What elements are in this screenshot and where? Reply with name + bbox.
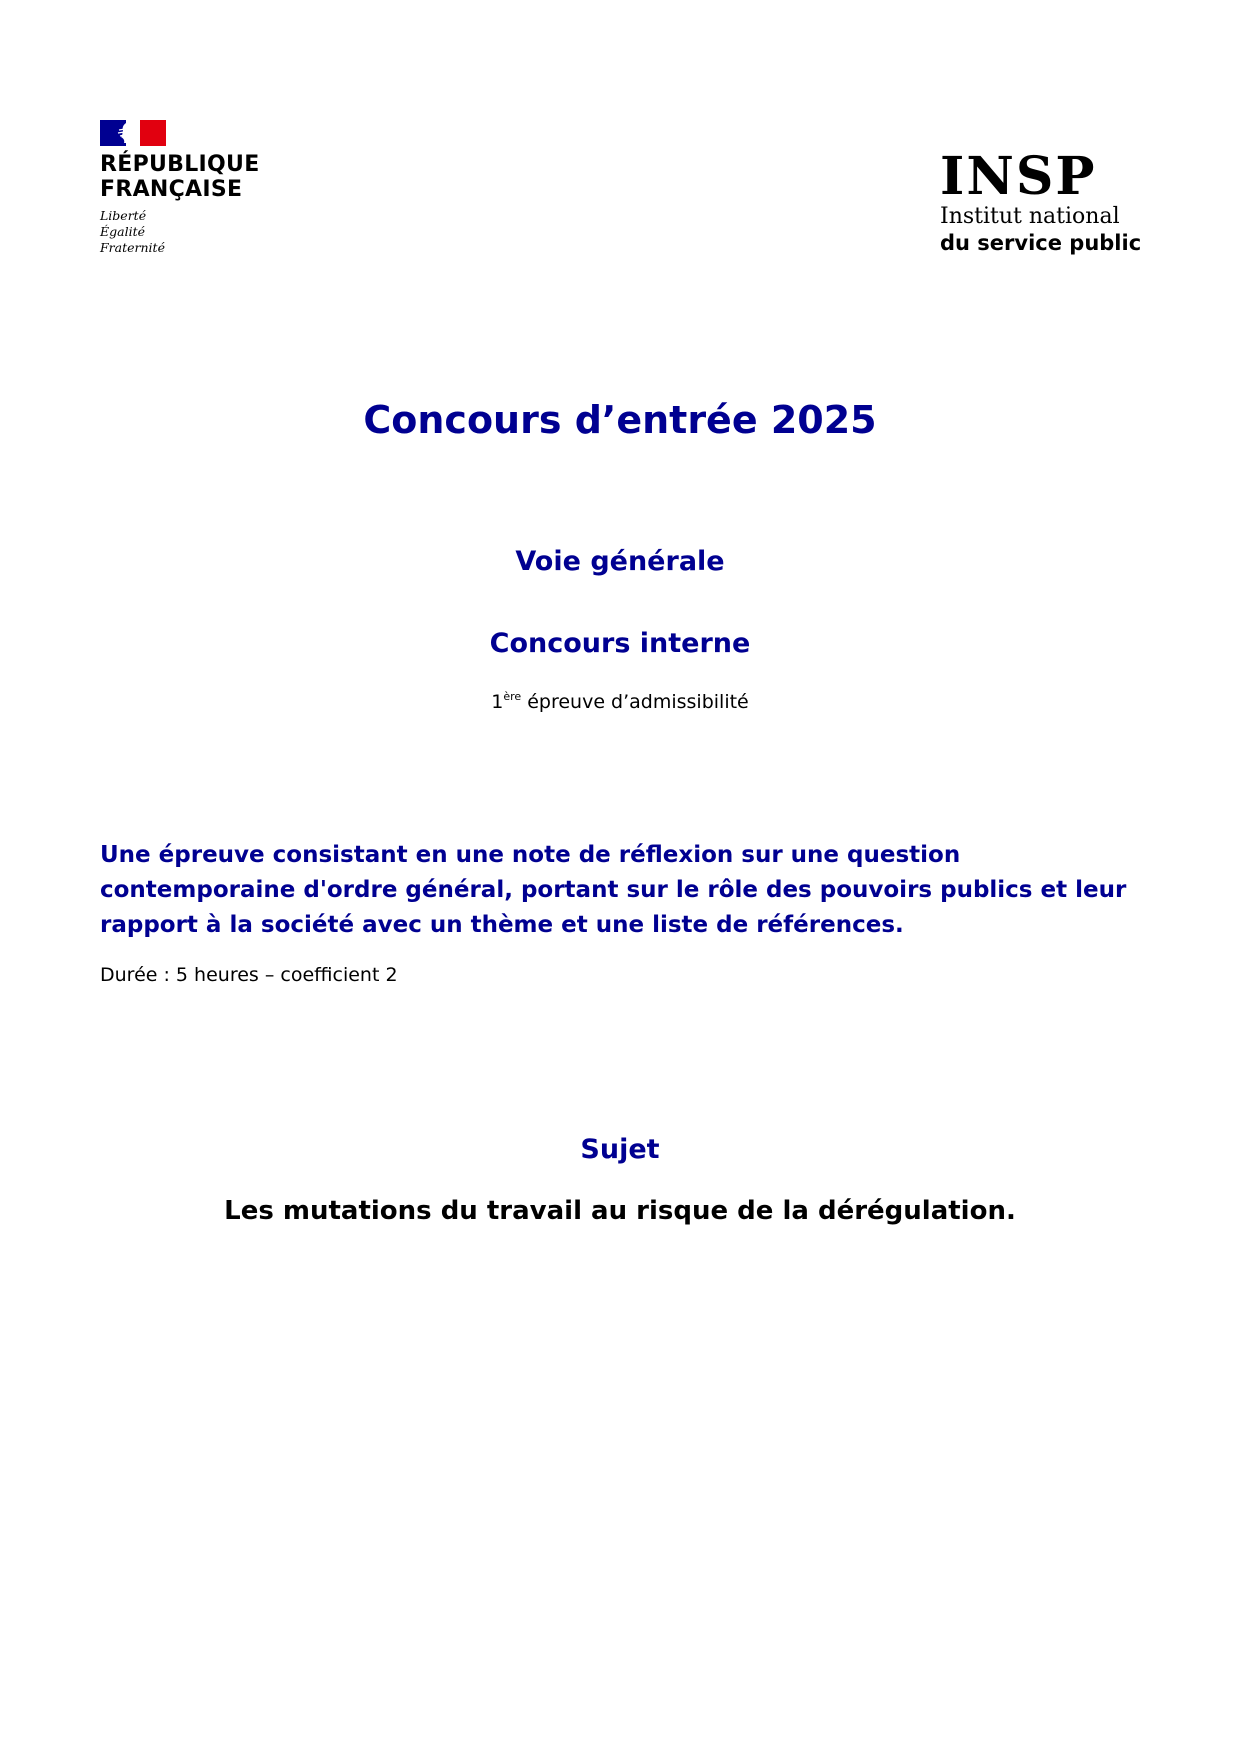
rf-name-line2: FRANÇAISE: [100, 177, 243, 202]
voie-heading: Voie générale: [515, 546, 725, 577]
republique-francaise-logo: [100, 120, 300, 256]
epreuve-ordinal: ère: [503, 690, 522, 703]
republique-francaise-name: [100, 152, 300, 202]
sujet-text: Les mutations du travail au risque de la dérégulation.: [224, 1196, 1016, 1226]
sujet-heading: Sujet: [580, 1134, 660, 1165]
concours-heading: Concours interne: [489, 628, 751, 659]
marianne-flag-icon: [100, 120, 166, 146]
duree-coefficient: Durée : 5 heures – coefficient 2: [100, 964, 398, 986]
motto-egalite: Égalité: [100, 224, 145, 239]
page-title: Concours d’entrée 2025: [363, 398, 877, 442]
epreuve-description: Une épreuve consistant en une note de réflexion sur une question contemporaine d'ordre général, portant sur le rôle des pouvoirs publics et leur rapport à la société avec un thème et une liste de références.: [100, 842, 1127, 938]
epreuve-text: épreuve d’admissibilité: [521, 691, 749, 713]
epreuve-number: 1: [491, 691, 504, 713]
epreuve-subtitle: [0, 690, 1240, 713]
marianne-profile-icon: [116, 121, 142, 145]
rf-name-line1: RÉPUBLIQUE: [100, 152, 260, 177]
motto-fraternite: Fraternité: [100, 240, 165, 255]
republique-motto: [100, 208, 300, 256]
insp-acronym: INSP: [940, 146, 1097, 207]
insp-name-line2: du service public: [940, 231, 1142, 255]
insp-logo: [940, 146, 1180, 256]
insp-name-line1: Institut national: [940, 204, 1120, 229]
motto-liberte: Liberté: [100, 208, 147, 223]
